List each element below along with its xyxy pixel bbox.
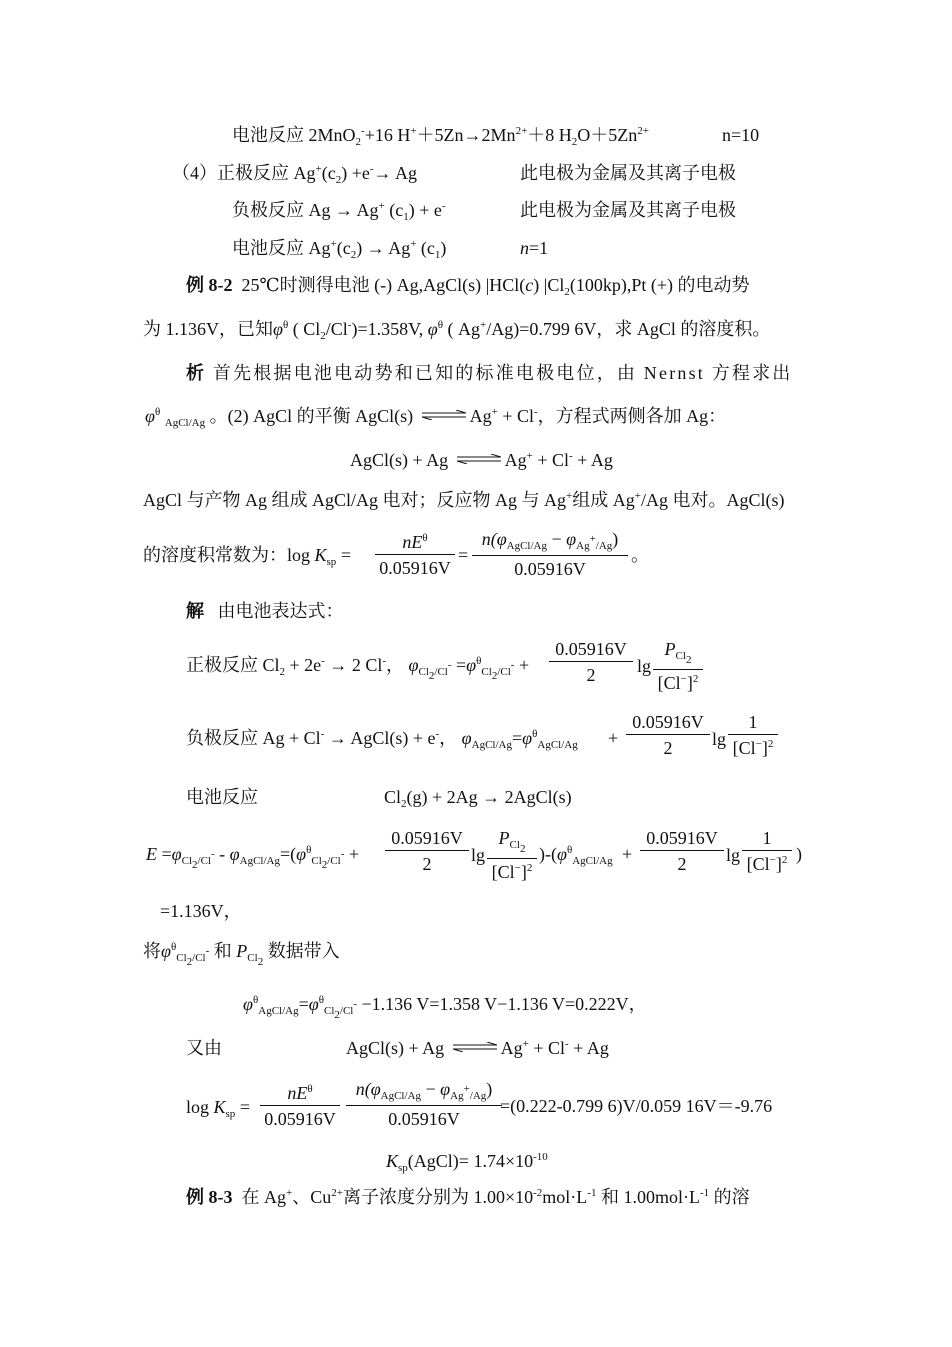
example-8-2-line2: 为 1.136V，已知$\varphi^\theta$ ( $Cl_2/Cl^-)=1.358V$, $\varphi^\theta$ ( Ag+/Ag)=0.799 6V，求 AgCl 的溶度积。 [143,319,771,342]
p-over-cl-1: $P_{Cl_2}$ $[Cl^-]^2$ [653,640,703,692]
fraction-phi-diff: $n(\varphi_{AgCl/Ag} - \varphi_{Ag^+/Ag})$ 0.05916V [472,530,628,578]
cell-reaction-mno4: 电池反应 2MnO$_2$-+16 $H^++5Zn\to 2Mn^{2+}+8$ $H_2O+5Zn^{2+}$ [232,125,649,148]
analysis-line1: 析 首先根据电池电动势和已知的标准电极电位，由 Nernst 方程求出 [186,363,793,383]
coef-fraction-1: $\frac{0.05916V}{2}$ [549,640,633,684]
again-label: 又由 [186,1038,222,1058]
emf-equation-mid: )$-(\varphi^\theta_{AgCl/Ag}$ [539,844,613,867]
electron-count-10: n=10 [722,125,760,145]
cell-reaction-ag: 电池反应 $Ag^+(c_2) \to Ag^+$ $(c_1)$ [232,238,447,261]
lg-2: lg [712,729,727,749]
negative-nernst-left: 负极反应 Ag + Cl- → AgCl(s) + e-， $\varphi_{AgCl/Ag}=\varphi^\theta_{AgCl/Ag}$ [186,728,578,751]
positive-nernst-left: 正极反应 $Cl_2 + 2e^- \to 2$ Cl-， $\varphi_{Cl_2/Cl^-} =\varphi^\theta_{Cl_2/Cl^-}$ + [186,655,530,682]
one-over-cl-1: $\frac{1}{[Cl^-]^2}$ [728,713,778,757]
ksp-intro: 的溶度积常数为：$\log K_{sp}$ = [143,545,351,568]
agcl-potential-calc: $\varphi^\theta_{AgCl/Ag}=\varphi^\theta_{Cl_2/Cl^-} -1.136$ V=1.358 V−1.136 V=0.222V， [243,994,647,1021]
plus-sign-1: + [608,728,619,748]
fraction-nE: $nE^\theta$ 0.05916V [375,533,455,577]
cell-reaction-cl2: $Cl_2(g) + 2Ag$ → 2AgCl(s) [384,787,572,810]
cell-reaction-label: 电池反应 [186,787,258,807]
period: 。 [631,545,649,565]
equilibrium-arrow-icon [422,410,466,420]
ksp-result: $K_{sp}(AgCl)= 1.74\times 10^{-10}$ [386,1151,548,1174]
emf-result: =1.136V， [160,901,242,921]
logksp-value: =(0.222-0.799 6)V/0.059 16V＝-9.76 [500,1096,773,1116]
lg-4: lg [726,845,741,865]
electrode-note-2: 此电极为金属及其离子电极 [520,200,736,220]
coef-fraction-4: $\frac{0.05916V}{2}$ [640,829,724,873]
coef-fraction-3: $\frac{0.05916V}{2}$ [385,829,469,873]
lg-1: lg [637,656,652,676]
logksp-left: $\log K_{sp}$ = [186,1097,250,1120]
p-over-cl-2: $P_{Cl_2}$ $[Cl^-]^2$ [487,829,537,881]
plus-sign-2: + [622,844,633,864]
fraction-phi-diff-2: $n(\varphi_{AgCl/Ag} - \varphi_{Ag^+/Ag})$ 0.05916V [346,1080,502,1128]
electron-count-1: n=1 [520,238,549,258]
emf-equation-left: $E =\varphi_{Cl_2/Cl^-} - \varphi_{AgCl/Ag}=(\varphi^\theta_{Cl_2/Cl^-}$ + [146,844,360,871]
equilibrium-arrow-icon [457,454,501,464]
equals-sign: = [458,545,469,565]
analysis-line4: AgCl 与产物 Ag 组成 AgCl/Ag 电对；反应物 Ag 与 Ag+组成 Ag+/Ag 电对。AgCl(s) [143,490,785,510]
coef-fraction-2: $\frac{0.05916V}{2}$ [626,713,710,757]
equilibrium-arrow-icon [453,1042,497,1052]
lg-3: lg [471,845,486,865]
analysis-line2: $\varphi^\theta$ $_{AgCl/Ag}$ 。(2) AgCl 的平衡 AgCl(s) Ag+ + Cl-，方程式两侧各加 Ag： [145,406,727,429]
example-8-2-line1: 例 8-2 25℃时测得电池 (-) Ag,AgCl(s) |HCl(c) $|Cl_2(100kp),Pt$ (+) 的电动势 [186,275,750,298]
substitute-line: 将$\varphi^\theta_{Cl_2/Cl^-}$ 和 $P_{Cl_2}$ 数据带入 [143,941,340,968]
fraction-nE-2: $nE^\theta$ 0.05916V [260,1084,340,1128]
one-over-cl-2: $\frac{1}{[Cl^-]^2}$ [742,829,792,873]
close-paren: ) [796,844,802,864]
positive-electrode-reaction: （4）正极反应 $Ag^+(c_2) +e^-\to Ag$ [172,163,418,186]
solution-heading: 解 由电池表达式： [186,601,344,621]
equilibrium-equation-2: AgCl(s) + Ag Ag+ + Cl- + Ag [346,1038,609,1058]
negative-electrode-reaction: 负极反应 Ag → Ag+ $(c_1) + e^-$ [232,200,446,223]
electrode-note-1: 此电极为金属及其离子电极 [520,163,736,183]
example-8-3: 例 8-3 在 Ag+、$Cu^{2+}$离子浓度分别为 $1.00\times 10^{-2}mol\cdot L^{-1}$ 和 $1.00mol\cdot L^{-1}$ 的溶 [186,1187,750,1207]
equilibrium-equation: AgCl(s) + Ag Ag+ + Cl- + Ag [350,450,613,470]
